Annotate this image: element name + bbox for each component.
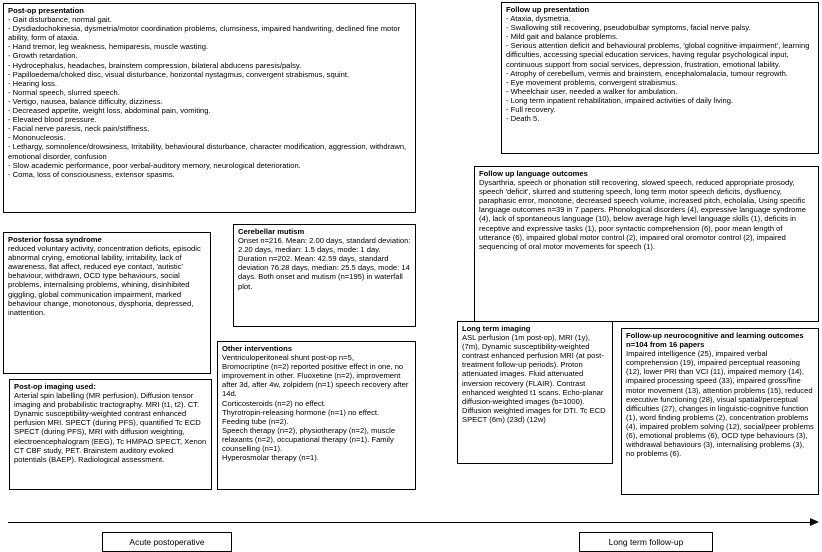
other-interventions-item: Hyperosmolar therapy (n=1). [222, 453, 319, 463]
postop-presentation-item: - Slow academic performance, poor verbal-auditory memory, neurological deterioration. [8, 160, 301, 170]
followup-language-text: Dysarthria, speech or phonation still recovering, slowed speech, reduced appropriate prosody, speech 'deficit', slurred and stuttering speech, long term motor speech deficits, dysfluency, paraphasic error, monotone, decreased speech volume, increased pitch, echolalia, Using specific language outcomes n=39 in 7 papers. Phonological disorders (4), expressive language syndrome (4), lack of spontaneous language (10), below average high level language skills (1), deficits in receptive and expressive tasks (1), poor syntactic comprehension (6), poor mean length of utterance (6), impaired global motor control (2), impaired oral oromotor control (2), impaired sequencing of oral motor movements for speech (1). [479, 178, 806, 251]
postop-presentation-list [8, 15, 411, 179]
timeline-start-label: Acute postoperative [102, 532, 232, 552]
other-interventions-item: Ventriculoperitoneal shunt post-op n=5, [222, 353, 354, 363]
postop-presentation-item: - Decreased appetite, weight loss, abdominal pain, vomiting. [8, 106, 211, 116]
postop-presentation-item: - Facial nerve paresis, neck pain/stiffness, [8, 124, 150, 134]
neurocognitive-box [621, 328, 819, 495]
cerebellar-mutism-text: Onset n=216. Mean: 2.00 days, standard deviation: 2.20 days, median: 1.5 days, mode: 1 day. Duration n=202. Mean: 42.59 days, standard deviation 76.28 days, median: 25.5 days, mode: 14 days. Both onset and mutism (n=195) in waterfall plot. [238, 236, 411, 291]
followup-presentation-item: - Eye movement problems, convergent strabismus. [506, 77, 678, 87]
timeline-arrowhead-icon [810, 518, 819, 526]
long-term-imaging-box [457, 321, 613, 464]
followup-presentation-title: Follow up presentation [506, 5, 590, 14]
postop-presentation-item: - Hand tremor, leg weakness, hemiparesis, muscle wasting. [8, 42, 209, 52]
followup-presentation-item: - Ataxia, dysmetria. [506, 14, 571, 24]
neurocognitive-title: Follow-up neurocognitive and learning outcomes n=104 from 16 papers [626, 331, 804, 350]
posterior-fossa-title: Posterior fossa syndrome [8, 235, 102, 244]
postop-presentation-item: - Mononucleosis. [8, 133, 66, 143]
postop-presentation-item: - Dysdiadochokinesia, dysmetria/motor coordination problems, clumsiness, impaired handwriting, declined fine motor ability, form of ataxia. [8, 24, 401, 43]
neurocognitive-text: Impaired intelligence (25), impaired verbal comprehension (19), impaired perceptual reasoning (12), lower PRI than VCI (11), impaired memory (14), impaired processing speed (33), impaired gross/fine motor movement (13), attention problems (15), reduced executive functioning (28), visual spatial/perceptual difficulties (27), changes in linguistic-cognitive function (1), word finding problems (2), concentration problems (4), impaired problem solving (12), social/peer problems (6), emotional problems (6), OCD type behaviours (3), withdrawal behaviours (3), internalising problems (3), no problems (6). [626, 349, 814, 459]
other-interventions-list [222, 353, 411, 462]
followup-presentation-item: - Death 5. [506, 114, 540, 124]
followup-presentation-item: - Serious attention deficit and behavioural problems, 'global cognitive impairment', learning difficulties, accessing special education services, having regular psychological input, continuous support from social services, depression, frustration, emotional lability. [506, 41, 810, 69]
other-interventions-item: Corticosteroids (n=2) no effect. [222, 398, 326, 408]
other-interventions-item: Bromocriptine (n=2) reported positive effect in one, no improvement in other. Fluoxetine (n=2), improvement after 3d, after 4w, zolpidem (n=1) speech recovery after 14d. [222, 362, 409, 399]
postop-presentation-item: - Lethargy, somnolence/drowsiness, Irritability, behavioural disturbance, character modification, aggression, withdrawn, emotional disorder, confusion [8, 142, 407, 161]
posterior-fossa-box [3, 232, 211, 374]
postop-presentation-item: - Coma, loss of consciousness, extensor spasms. [8, 169, 175, 179]
postop-imaging-title: Post-op imaging used: [14, 382, 96, 391]
followup-language-title: Follow up language outcomes [479, 169, 588, 178]
postop-presentation-title: Post-op presentation [8, 6, 84, 15]
followup-presentation-item: - Long term inpatient rehabilitation, impaired activities of daily living. [506, 95, 734, 105]
followup-presentation-list [506, 14, 814, 123]
followup-presentation-box [501, 2, 819, 154]
cerebellar-mutism-box [233, 224, 416, 327]
postop-imaging-box [9, 379, 212, 490]
other-interventions-item: Feeding tube (n=2). [222, 416, 289, 426]
other-interventions-item: Speech therapy (n=2), physiotherapy (n=2), muscle relaxants (n=2), occupational therapy (n=1). Family counselling (n=1). [222, 425, 396, 454]
postop-presentation-item: - Growth retardation. [8, 51, 78, 61]
postop-presentation-item: - Papilloedema/choked disc, visual disturbance, horizontal nystagmus, convergent strabismus, squint. [8, 69, 350, 79]
timeline-end-label: Long term follow-up [579, 532, 713, 552]
long-term-imaging-title: Long term imaging [462, 324, 531, 333]
postop-presentation-item: - Hearing loss. [8, 78, 57, 88]
postop-presentation-item: - Elevated blood pressure. [8, 115, 97, 125]
postop-presentation-box [3, 3, 416, 213]
followup-presentation-item: - Swallowing still recovering, pseudobulbar symptoms, facial nerve palsy. [506, 23, 751, 33]
followup-presentation-item: - Full recovery. [506, 105, 556, 115]
postop-presentation-item: - Vertigo, nausea, balance difficulty, dizziness. [8, 96, 163, 106]
followup-presentation-item: - Atrophy of cerebellum, vermis and brainstem, encephalomalacia, tumour regrowth. [506, 68, 788, 78]
postop-presentation-item: - Gait disturbance, normal gait. [8, 15, 112, 25]
timeline-axis [8, 522, 812, 523]
postop-imaging-text: Arterial spin labelling (MR perfusion). Diffusion tensor imaging and probabilistic tractography. MRI (t1, t2). CT. Dynamic susceptibility-weighted contrast enhanced perfusion MRI. SPECT (during PFS), quantified Tc ECD SPECT (during PFS), MRI with diffusion weighting, electroencephalogram (EEG), Tc HMPAO SPECT, Xenon CT CBF study, PET. Brainstem auditory evoked potentials (BAEP). Radiological assessment. [14, 391, 207, 464]
other-interventions-item: Thyrotropin-releasing hormone (n=1) no effect. [222, 407, 380, 417]
posterior-fossa-text: reduced voluntary activity, concentration deficits, episodic abnormal crying, emotional lability, irritability, lack of awareness, flat affect, reduced eye contact, 'autistic' behaviour, withdrawn, OCD type behaviours, social problems, internalising problems, whining, disinhibited giggling, global communication impairment, marked behaviour change, monotonous, dysphoria, depressed, inattention. [8, 244, 201, 317]
cerebellar-mutism-title: Cerebellar mutism [238, 227, 305, 236]
followup-language-box [474, 166, 819, 322]
postop-presentation-item: - Hydrocephalus, headaches, brainstem compression, bilateral abducens paresis/palsy. [8, 60, 302, 70]
long-term-imaging-text: ASL perfusion (1m post-op), MRI (1y), (7m), Dynamic susceptibility-weighted contrast enhanced perfusion MRI (at post-treatment follow-up periods). Proton attenuated images. Fluid attenuated inversion recovery (FLAIR). Contrast enhanced weighted t1 scans. Echo-planar diffusion-weighted images (b=1000). Diffusion weighted images for DTI. Tc ECD SPECT (6m) (23d) (12w) [462, 333, 606, 424]
other-interventions-box [217, 341, 416, 490]
postop-presentation-item: - Normal speech, slurred speech. [8, 87, 120, 97]
followup-presentation-item: - Mild gait and balance problems. [506, 32, 618, 42]
other-interventions-title: Other interventions [222, 344, 293, 353]
followup-presentation-item: - Wheelchair user, needed a walker for ambulation. [506, 86, 678, 96]
